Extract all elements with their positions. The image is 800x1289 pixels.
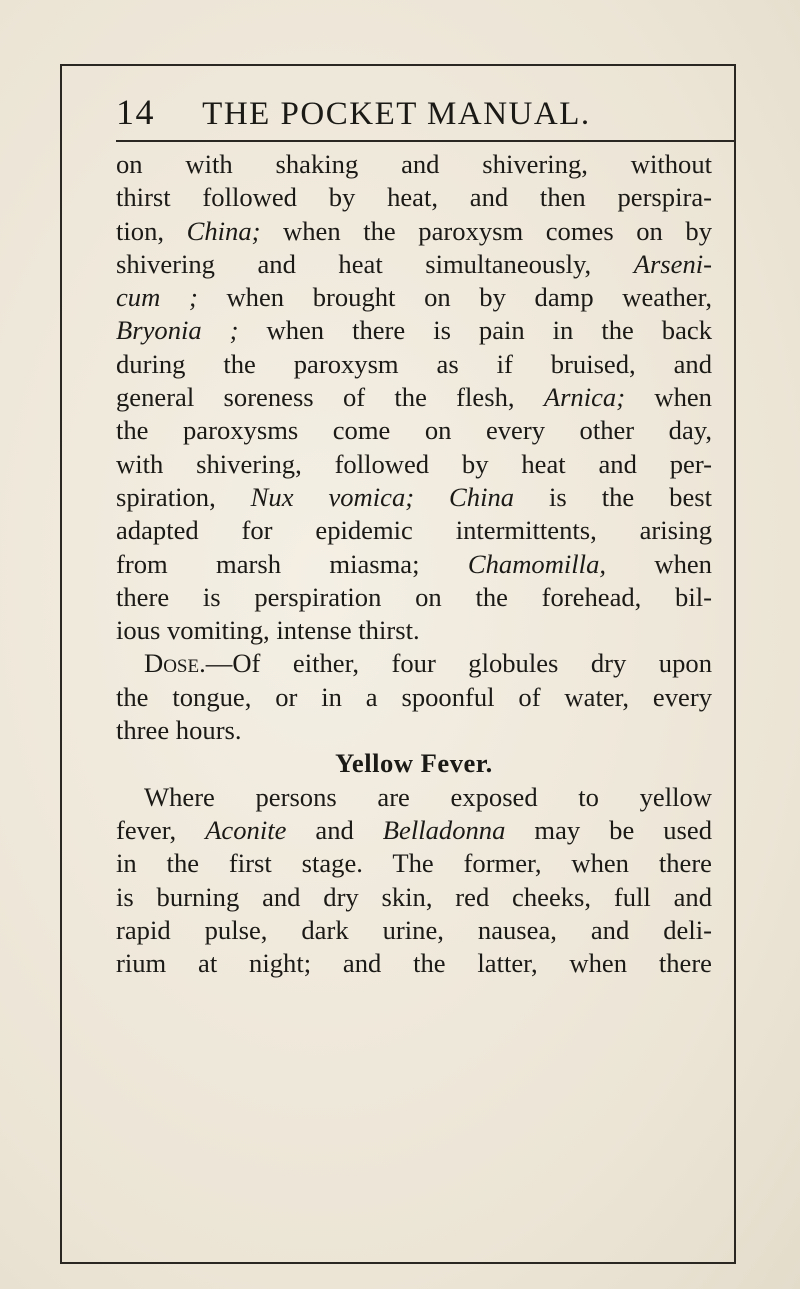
text-run: tion,: [116, 215, 187, 246]
italic-term: Arnica;: [543, 382, 626, 413]
text-line: [116, 814, 712, 847]
text-line: [116, 481, 712, 514]
text-line: [116, 248, 712, 281]
text-run: the tongue, or in a spoonful of water, every: [116, 681, 712, 712]
text-run: fever,: [116, 814, 206, 845]
text-run: Where persons are exposed to yellow: [144, 781, 712, 812]
text-line: [116, 314, 712, 347]
page-number: 14: [116, 92, 155, 132]
text-line: [116, 947, 712, 980]
italic-term: China;: [186, 215, 261, 246]
text-run: when: [625, 382, 712, 413]
text-run: is burning and dry skin, red cheeks, full and: [116, 881, 712, 912]
right-border-rule: [734, 64, 736, 1264]
text-line: [116, 448, 712, 481]
italic-term: Chamomilla,: [467, 548, 607, 579]
text-run: shivering and heat simultaneously,: [116, 248, 634, 279]
text-line: [116, 914, 712, 947]
italic-term: cum ;: [116, 282, 198, 313]
text-run: is the best: [514, 481, 712, 512]
text-run: adapted for epidemic intermittents, arising: [116, 515, 712, 546]
top-border-rule: [60, 64, 736, 66]
text-line: [116, 847, 712, 880]
text-run: in the first stage. The former, when there: [116, 848, 712, 879]
text-line: [116, 414, 712, 447]
text-run: when: [606, 548, 712, 579]
italic-term: Arseni-: [633, 248, 712, 279]
italic-term: Nux vomica; China: [250, 481, 515, 512]
text-run: when brought on by damp weather,: [197, 282, 713, 313]
text-line: [116, 614, 712, 647]
page-body-text: [116, 148, 712, 980]
text-line: [116, 281, 712, 314]
text-line: [116, 548, 712, 581]
text-run: three hours.: [116, 715, 242, 746]
section-heading: [116, 747, 712, 780]
text-run: Dose.: [144, 648, 206, 679]
text-line: [116, 781, 712, 814]
text-run: thirst followed by heat, and then perspira-: [116, 182, 712, 213]
text-run: there is perspiration on the forehead, bil-: [116, 581, 712, 612]
left-border-rule: [60, 64, 62, 1264]
text-run: ious vomiting, intense thirst.: [116, 615, 420, 646]
text-line: [116, 381, 712, 414]
text-line: [116, 581, 712, 614]
italic-term: Aconite: [205, 814, 287, 845]
text-run: —Of either, four globules dry upon: [205, 648, 712, 679]
text-run: spiration,: [116, 481, 251, 512]
text-run: during the paroxysm as if bruised, and: [116, 348, 712, 379]
bottom-border-rule: [60, 1262, 736, 1264]
text-line: [116, 348, 712, 381]
text-run: with shivering, followed by heat and per-: [116, 448, 712, 479]
text-run: when the paroxysm comes on by: [260, 215, 712, 246]
text-run: and: [286, 814, 383, 845]
text-run: rapid pulse, dark urine, nausea, and deli-: [116, 914, 712, 945]
text-run: the paroxysms come on every other day,: [116, 415, 712, 446]
text-run: Yellow Fever.: [335, 748, 493, 779]
text-run: from marsh miasma;: [116, 548, 468, 579]
text-run: rium at night; and the latter, when there: [116, 948, 712, 979]
text-line: [116, 514, 712, 547]
header-rule: [116, 140, 736, 142]
italic-term: Belladonna: [382, 814, 506, 845]
text-line: [116, 647, 712, 680]
text-line: [116, 148, 712, 181]
italic-term: Bryonia ;: [116, 315, 239, 346]
running-header: [116, 91, 736, 133]
text-run: on with shaking and shivering, without: [116, 149, 712, 179]
text-run: general soreness of the flesh,: [116, 382, 544, 413]
text-line: [116, 881, 712, 914]
running-title: THE POCKET MANUAL.: [202, 96, 591, 132]
text-line: [116, 681, 712, 714]
text-run: when there is pain in the back: [238, 315, 712, 346]
text-line: [116, 181, 712, 214]
text-line: [116, 714, 712, 747]
text-line: [116, 215, 712, 248]
text-run: may be used: [505, 814, 712, 845]
